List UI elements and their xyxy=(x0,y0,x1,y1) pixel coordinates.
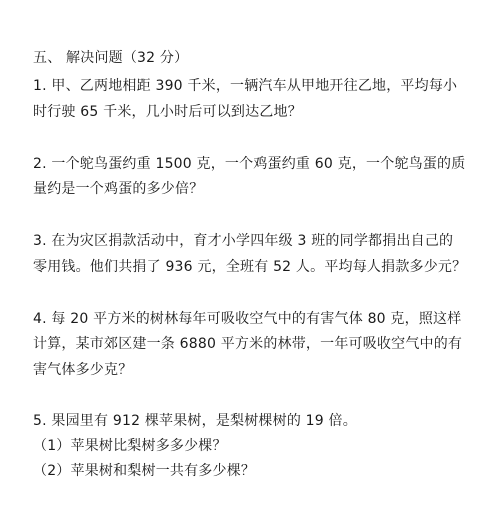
question-4-line-1: 4. 每 20 平方米的树林每年可吸收空气中的有害气体 80 克，照这样 xyxy=(33,311,462,327)
question-2-line-2: 量约是一个鸡蛋的多少倍？ xyxy=(33,181,204,197)
question-3-line-1: 3. 在为灾区捐款活动中，育才小学四年级 3 班的同学都捐出自己的 xyxy=(33,233,454,249)
question-4-line-2: 计算，某市郊区建一条 6880 平方米的林带，一年可吸收空气中的有 xyxy=(33,336,463,352)
question-3-line-2: 零用钱。他们共捐了 936 元，全班有 52 人。平均每人捐款多少元？ xyxy=(33,259,467,275)
question-1-line-2: 时行驶 65 千米，几小时后可以到达乙地？ xyxy=(33,104,302,120)
question-2-line-1: 2. 一个鸵鸟蛋约重 1500 克，一个鸡蛋约重 60 克，一个鸵鸟蛋的质 xyxy=(33,156,466,172)
question-1-line-1: 1. 甲、乙两地相距 390 千米，一辆汽车从甲地开往乙地，平均每小 xyxy=(33,78,458,94)
question-5-subquestion-1: （1）苹果树比梨树多多少棵？ xyxy=(33,438,227,454)
question-4-line-3: 害气体多少克？ xyxy=(33,362,133,378)
question-5-line-1: 5. 果园里有 912 棵苹果树，是梨树棵树的 19 倍。 xyxy=(33,413,357,429)
question-5-subquestion-2: （2）苹果树和梨树一共有多少棵？ xyxy=(33,463,256,479)
section-heading: 五、 解决问题（32 分） xyxy=(33,50,189,66)
